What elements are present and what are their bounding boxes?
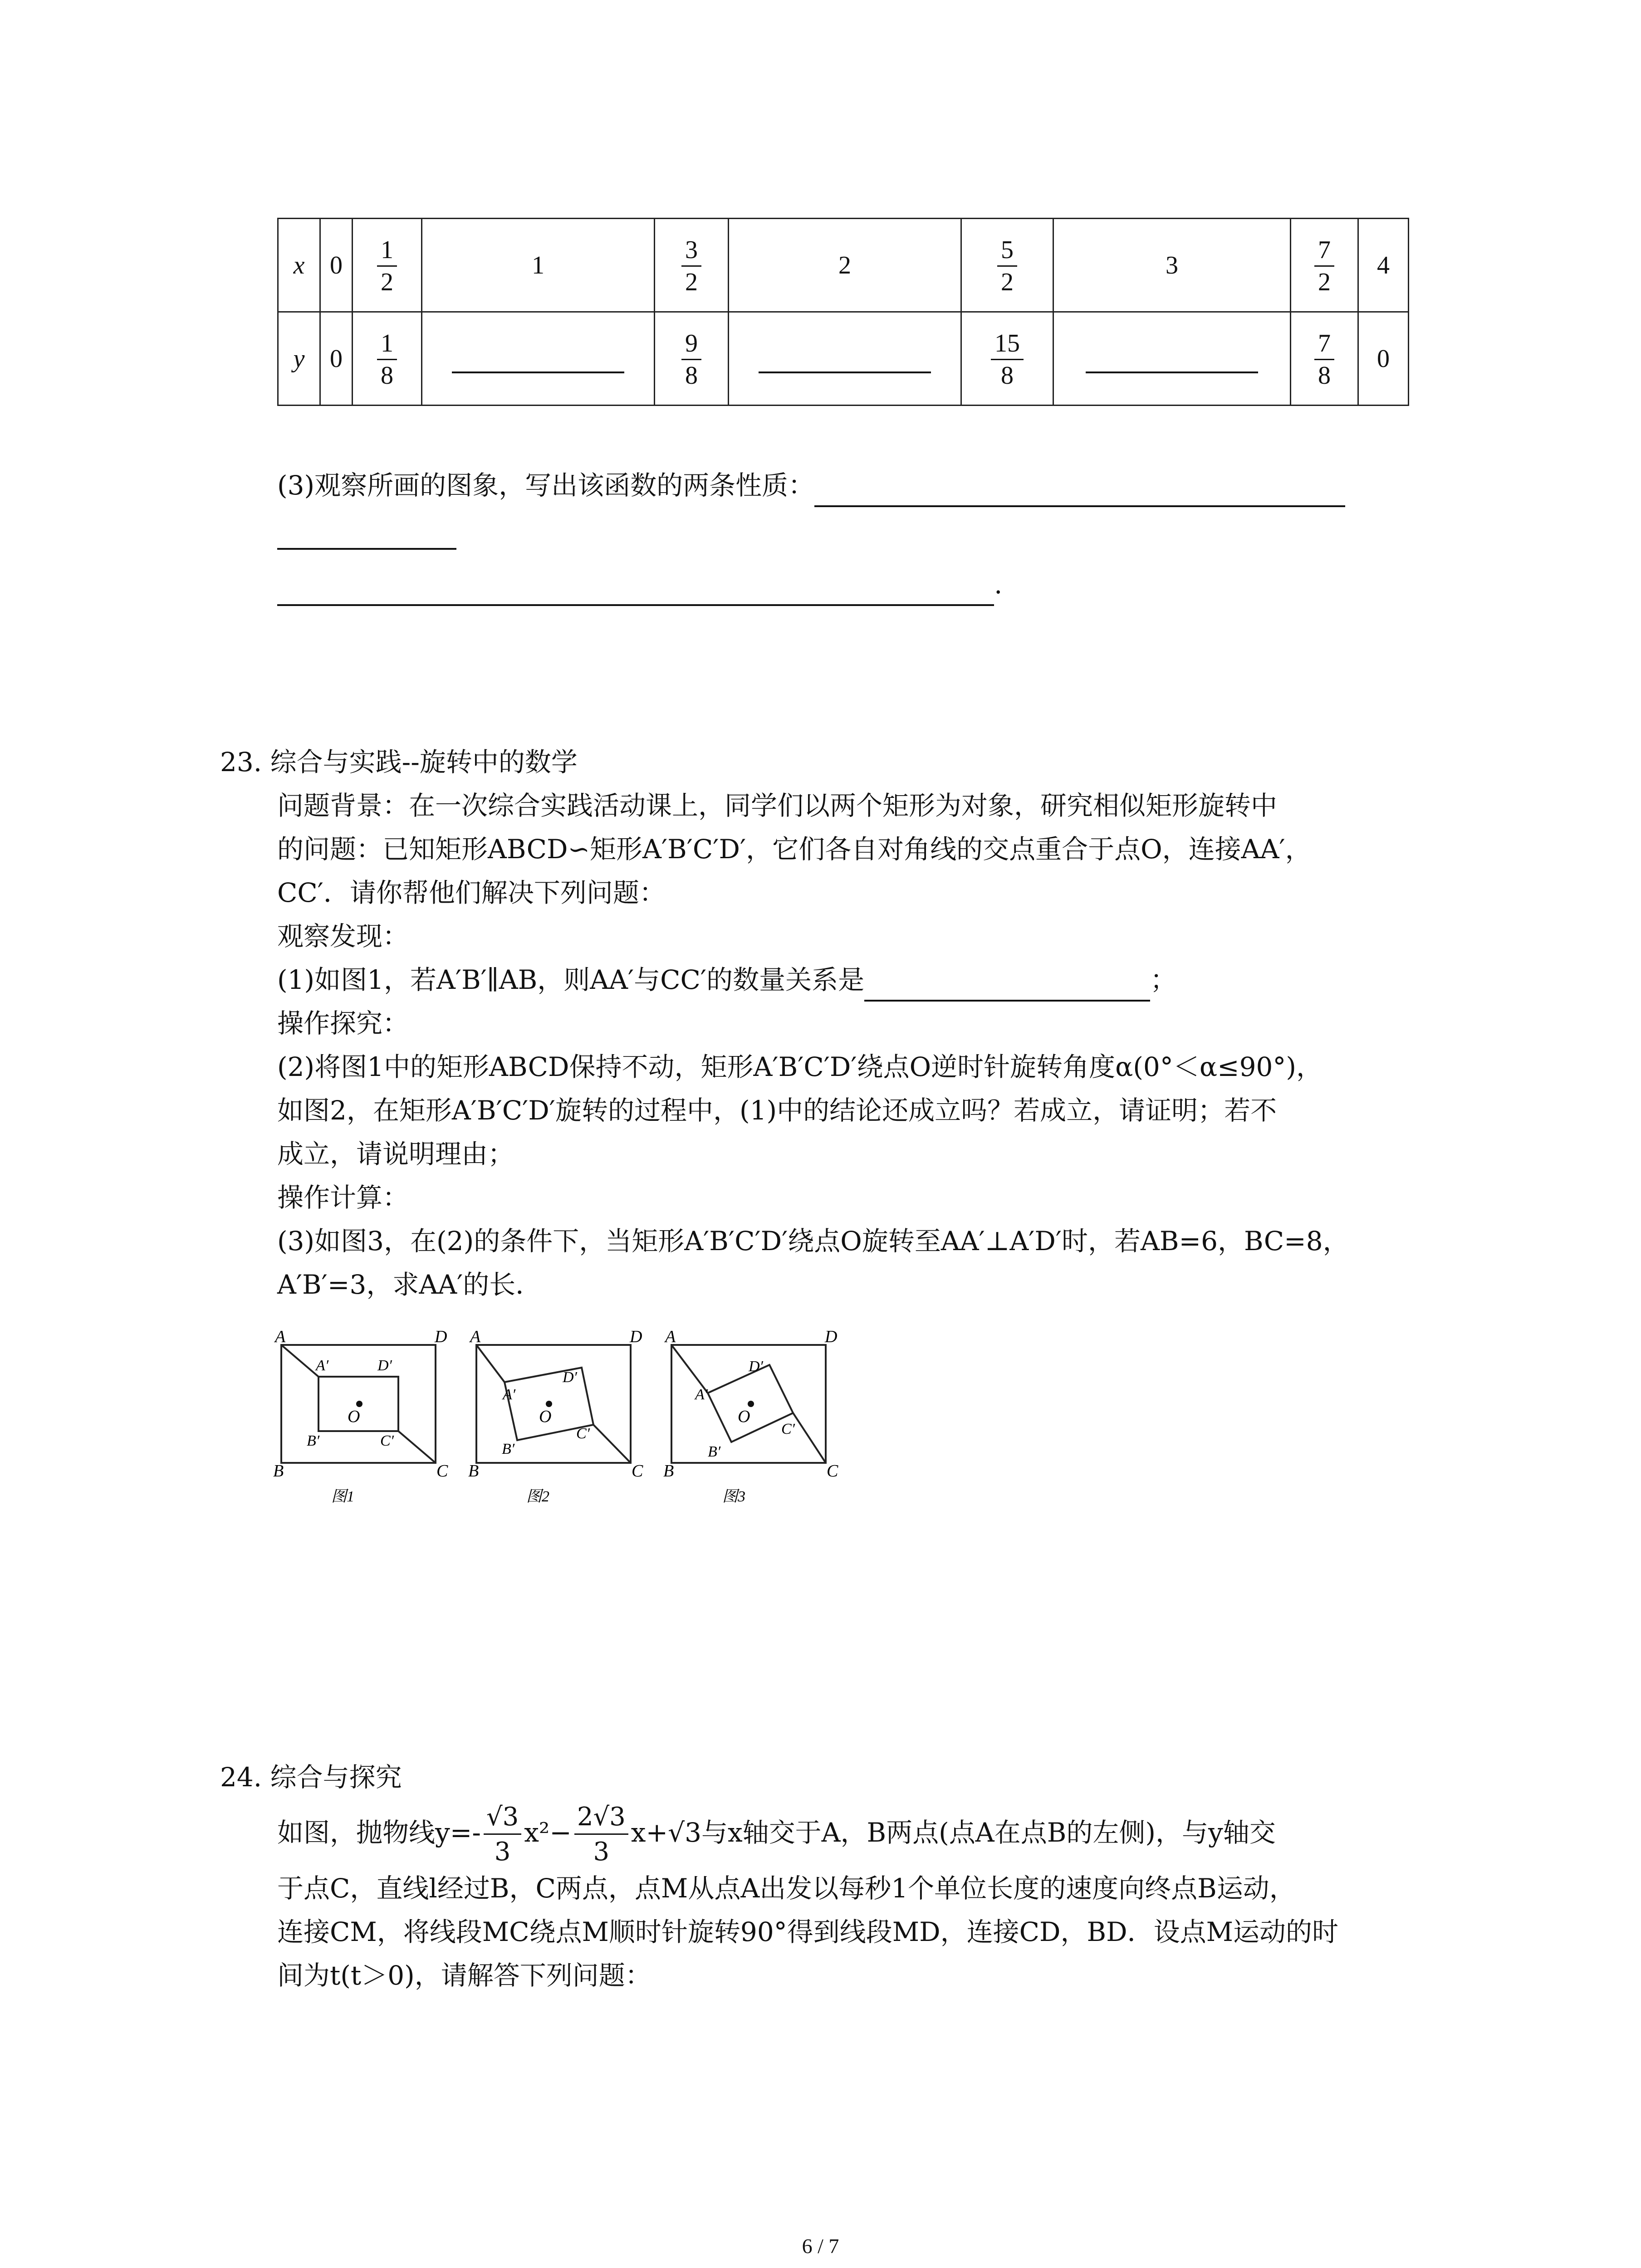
svg-text:D: D	[630, 1327, 642, 1346]
q23-line: CC′．请你帮他们解决下列问题：	[277, 877, 666, 908]
q23-line: 操作探究：	[277, 1008, 409, 1039]
svg-text:B′: B′	[708, 1443, 721, 1460]
q23-line: 的问题：已知矩形ABCD∽矩形A′B′C′D′，它们各自对角线的交点重合于点O，连接AA′，	[277, 834, 1312, 865]
svg-text:D′: D′	[563, 1369, 577, 1386]
value-table	[277, 218, 1409, 406]
q24-line: 间为t(t＞0)，请解答下列问题：	[277, 1960, 652, 1991]
q23-line: 问题背景：在一次综合实践活动课上，同学们以两个矩形为对象，研究相似矩形旋转中	[277, 790, 1278, 821]
x-cell: 0	[320, 219, 353, 312]
y-blank-cell	[422, 312, 655, 406]
figure-3	[662, 1327, 838, 1510]
y-cell: 0	[320, 312, 353, 406]
x-cell: 2	[729, 219, 961, 312]
table-header-x: x	[278, 219, 320, 312]
answer-blank[interactable]	[452, 344, 624, 373]
q24-line: 连接CM，将线段MC绕点M顺时针旋转90°得到线段MD，连接CD，BD．设点M运动的时	[277, 1916, 1339, 1947]
y-cell: $\frac{9}{8}$	[655, 312, 729, 406]
svg-text:C′: C′	[380, 1432, 394, 1449]
q23-line: 观察发现：	[277, 921, 409, 952]
svg-text:A: A	[470, 1327, 481, 1346]
svg-text:图1: 图1	[331, 1488, 354, 1505]
x-cell: $\frac{5}{2}$	[961, 219, 1053, 312]
svg-text:C: C	[436, 1461, 448, 1481]
y-cell: $\frac{7}{8}$	[1291, 312, 1358, 406]
y-cell: $\frac{15}{8}$	[961, 312, 1053, 406]
svg-text:A′: A′	[695, 1386, 708, 1403]
svg-text:B: B	[468, 1461, 479, 1481]
answer-blank[interactable]	[864, 968, 1150, 1002]
svg-text:A′: A′	[316, 1357, 329, 1374]
answer-blank[interactable]	[814, 474, 1345, 507]
svg-text:图2: 图2	[526, 1488, 549, 1505]
q22-part3-text: (3)观察所画的图象，写出该函数的两条性质：	[277, 470, 815, 501]
svg-text:O: O	[348, 1407, 360, 1426]
svg-text:B′: B′	[307, 1432, 320, 1449]
q23-line: A′B′=3，求AA′的长．	[277, 1269, 542, 1300]
y-blank-cell	[729, 312, 961, 406]
table-header-y: y	[278, 312, 320, 406]
q24-text: x²−	[524, 1817, 572, 1848]
q24-line: 于点C，直线l经过B，C两点，点M从点A出发以每秒1个单位长度的速度向终点B运动，	[277, 1873, 1296, 1904]
q24-line1	[277, 1803, 1276, 1865]
table-row-x	[278, 219, 1409, 312]
svg-text:D: D	[435, 1327, 447, 1346]
q23-part1	[277, 958, 1176, 1002]
answer-blank[interactable]	[277, 572, 994, 606]
svg-text:O: O	[539, 1407, 552, 1426]
answer-blank[interactable]	[759, 344, 931, 373]
figure-1	[272, 1327, 448, 1510]
fraction-2sqrt3-over-3: $\frac{2√3}{3}$	[574, 1804, 628, 1865]
q22-part3	[277, 464, 1345, 507]
q23-title: 23. 综合与实践--旋转中的数学	[220, 747, 578, 777]
x-cell: $\frac{3}{2}$	[655, 219, 729, 312]
q24-text: x+√3与x轴交于A，B两点(点A在点B的左侧)，与y轴交	[631, 1817, 1276, 1848]
svg-text:C′: C′	[781, 1421, 795, 1437]
svg-text:C: C	[632, 1461, 643, 1481]
svg-text:B: B	[663, 1461, 674, 1481]
x-cell: 4	[1358, 219, 1409, 312]
y-blank-cell	[1053, 312, 1291, 406]
answer-line-row	[277, 562, 1002, 606]
semicolon: ；	[1150, 964, 1177, 995]
x-cell: 1	[422, 219, 655, 312]
x-cell: $\frac{7}{2}$	[1291, 219, 1358, 312]
svg-text:图3: 图3	[722, 1488, 745, 1505]
svg-text:D′: D′	[749, 1358, 763, 1375]
fraction-sqrt3-over-3: $\frac{√3}{3}$	[484, 1804, 521, 1865]
q23-line: (2)将图1中的矩形ABCD保持不动，矩形A′B′C′D′绕点O逆时针旋转角度α(0°＜α≤90°)，	[277, 1051, 1323, 1082]
x-cell: $\frac{1}{2}$	[353, 219, 422, 312]
page-number: 6 / 7	[802, 2234, 839, 2258]
svg-text:B: B	[273, 1461, 284, 1481]
q23-line: 操作计算：	[277, 1182, 409, 1213]
svg-text:A′: A′	[503, 1386, 516, 1403]
answer-blank[interactable]	[1086, 344, 1258, 373]
svg-text:C′: C′	[576, 1425, 590, 1442]
svg-text:A: A	[665, 1327, 676, 1346]
y-cell: $\frac{1}{8}$	[353, 312, 422, 406]
x-cell: 3	[1053, 219, 1291, 312]
svg-text:B′: B′	[502, 1441, 515, 1457]
svg-text:A: A	[275, 1327, 286, 1346]
q23-line: (3)如图3，在(2)的条件下，当矩形A′B′C′D′绕点O旋转至AA′⊥A′D′时，若AB=6，BC=8，	[277, 1226, 1349, 1256]
svg-text:D′: D′	[377, 1357, 392, 1374]
q24-text: 如图，抛物线y=-	[277, 1817, 481, 1848]
end-period: .	[994, 569, 1003, 600]
figure-2	[467, 1327, 643, 1510]
y-cell: 0	[1358, 312, 1409, 406]
q23-line: 如图2，在矩形A′B′C′D′旋转的过程中，(1)中的结论还成立吗？若成立，请证明；若不	[277, 1095, 1277, 1126]
table-row-y	[278, 312, 1409, 406]
q23-line: 成立，请说明理由；	[277, 1139, 514, 1169]
q23-part1-text: (1)如图1，若A′B′∥AB，则AA′与CC′的数量关系是	[277, 964, 865, 995]
svg-text:O: O	[738, 1407, 750, 1426]
answer-line[interactable]	[277, 548, 456, 550]
svg-text:D: D	[825, 1327, 838, 1346]
svg-text:C: C	[827, 1461, 838, 1481]
q24-title: 24. 综合与探究	[220, 1762, 402, 1793]
